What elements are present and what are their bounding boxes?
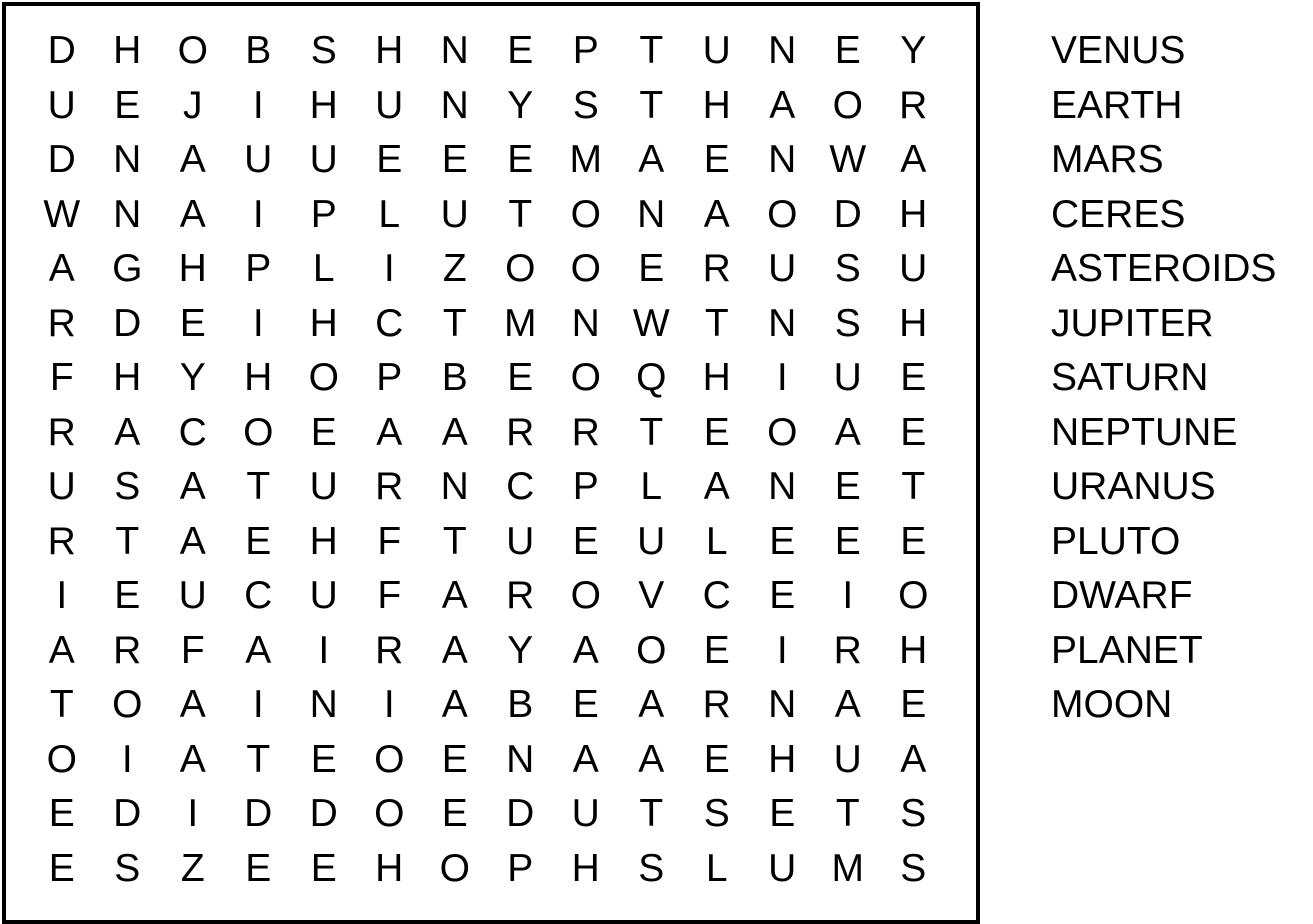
grid-cell[interactable]: T (639, 83, 664, 127)
grid-cell[interactable]: N (440, 465, 469, 508)
grid-cell[interactable]: S (572, 83, 599, 127)
grid-cell[interactable]: A (769, 83, 796, 127)
grid-cell[interactable]: C (178, 410, 207, 454)
grid-cell[interactable]: E (245, 846, 272, 890)
grid-cell[interactable]: J (183, 83, 203, 127)
grid-cell[interactable]: H (768, 737, 797, 781)
grid-cell[interactable]: H (113, 356, 142, 399)
grid-cell[interactable]: E (48, 792, 75, 835)
grid-cell[interactable]: H (702, 83, 731, 127)
letter-grid (29, 24, 946, 896)
grid-cell[interactable]: N (768, 683, 797, 726)
grid-cell[interactable]: U (833, 356, 862, 399)
grid-cell[interactable]: Y (507, 83, 534, 127)
grid-cell[interactable]: E (114, 574, 141, 617)
grid-cell[interactable]: I (121, 737, 133, 781)
grid-cell[interactable]: E (310, 846, 337, 890)
grid-cell[interactable]: C (702, 574, 731, 617)
grid-cell[interactable]: E (179, 301, 206, 345)
grid-cell[interactable]: T (835, 792, 860, 835)
grid-cell[interactable]: G (112, 247, 143, 290)
grid-cell[interactable]: U (47, 83, 76, 127)
grid-cell[interactable]: A (900, 138, 927, 181)
grid-cell[interactable]: E (376, 138, 403, 181)
grid-cell[interactable]: R (47, 410, 76, 454)
grid-cell[interactable]: A (638, 138, 665, 181)
grid-cell[interactable]: P (507, 846, 534, 890)
grid-cell[interactable]: Y (900, 29, 927, 72)
grid-cell[interactable]: C (244, 574, 273, 617)
grid-cell[interactable]: Z (180, 846, 205, 890)
grid-cell[interactable]: R (571, 410, 600, 454)
word-list-item: PLUTO (1051, 519, 1181, 563)
grid-cell[interactable]: U (440, 192, 469, 236)
grid-cell[interactable]: D (506, 792, 535, 835)
grid-cell[interactable]: R (702, 683, 731, 726)
word-list-item: DWARF (1051, 574, 1193, 617)
grid-cell[interactable]: R (375, 628, 404, 672)
grid-cell[interactable]: F (377, 519, 402, 563)
grid-cell[interactable]: H (309, 301, 338, 345)
grid-cell[interactable]: M (569, 138, 602, 181)
grid-cell[interactable]: H (244, 356, 273, 399)
grid-cell[interactable]: E (441, 792, 468, 835)
grid-cell[interactable]: A (703, 465, 730, 508)
grid-cell[interactable]: U (571, 792, 600, 835)
grid-cell[interactable]: H (375, 29, 404, 72)
grid-cell[interactable]: Y (179, 356, 206, 399)
grid-cell[interactable]: E (834, 519, 861, 563)
word-list (1051, 24, 1276, 733)
grid-cell[interactable]: S (900, 846, 927, 890)
grid-cell[interactable]: D (309, 792, 338, 835)
grid-cell[interactable]: B (507, 683, 534, 726)
grid-cell[interactable]: T (49, 683, 74, 726)
grid-cell[interactable]: U (768, 247, 797, 290)
grid-cell[interactable]: N (768, 301, 797, 345)
grid-cell[interactable]: E (310, 410, 337, 454)
grid-cell[interactable]: O (636, 628, 667, 672)
grid-cell[interactable]: T (704, 301, 729, 345)
grid-cell[interactable]: H (178, 247, 207, 290)
word-list-item: EARTH (1051, 83, 1183, 127)
grid-cell[interactable]: T (639, 792, 664, 835)
grid-cell[interactable]: I (252, 83, 264, 127)
grid-cell[interactable]: N (309, 683, 338, 726)
grid-cell[interactable]: E (769, 574, 796, 617)
grid-cell[interactable]: U (375, 83, 404, 127)
word-list-item: SATURN (1051, 356, 1209, 399)
grid-cell[interactable]: H (899, 192, 928, 236)
grid-cell[interactable]: L (312, 247, 335, 290)
grid-cell[interactable]: F (49, 356, 74, 399)
grid-cell[interactable]: I (776, 356, 788, 399)
grid-cell[interactable]: E (834, 465, 861, 508)
grid-cell[interactable]: H (899, 301, 928, 345)
grid-cell[interactable]: O (112, 683, 143, 726)
grid-cell[interactable]: R (833, 628, 862, 672)
grid-cell[interactable]: T (246, 465, 271, 508)
grid-cell[interactable]: E (114, 83, 141, 127)
grid-cell[interactable]: A (179, 683, 206, 726)
grid-cell[interactable]: E (900, 519, 927, 563)
grid-cell[interactable]: D (47, 138, 76, 181)
grid-cell[interactable]: W (829, 138, 867, 181)
grid-cell[interactable]: E (572, 519, 599, 563)
grid-cell[interactable]: A (179, 465, 206, 508)
word-list-item: CERES (1051, 192, 1186, 236)
grid-cell[interactable]: A (572, 628, 599, 672)
grid-cell[interactable]: H (899, 628, 928, 672)
grid-cell[interactable]: A (179, 737, 206, 781)
grid-cell[interactable]: D (113, 792, 142, 835)
grid-cell[interactable]: E (507, 356, 534, 399)
grid-cell[interactable]: C (506, 465, 535, 508)
grid-cell[interactable]: I (383, 247, 395, 290)
grid-cell[interactable]: U (178, 574, 207, 617)
grid-cell[interactable]: U (637, 519, 666, 563)
grid-cell[interactable]: N (637, 192, 666, 236)
grid-cell[interactable]: T (508, 192, 533, 236)
grid-cell[interactable]: E (441, 138, 468, 181)
grid-cell[interactable]: I (776, 628, 788, 672)
grid-cell[interactable]: W (632, 301, 670, 345)
grid-cell[interactable]: O (374, 792, 405, 835)
grid-cell[interactable]: A (179, 138, 206, 181)
grid-cell[interactable]: E (703, 138, 730, 181)
grid-cell[interactable]: U (899, 247, 928, 290)
grid-cell[interactable]: O (898, 574, 929, 617)
grid-cell[interactable]: N (768, 465, 797, 508)
grid-cell[interactable]: N (571, 301, 600, 345)
grid-cell[interactable]: S (638, 846, 665, 890)
grid-cell[interactable]: S (114, 465, 141, 508)
grid-cell[interactable]: A (114, 410, 141, 454)
grid-cell[interactable]: U (309, 138, 338, 181)
grid-cell[interactable]: E (900, 683, 927, 726)
grid-cell[interactable]: O (767, 192, 798, 236)
grid-cell[interactable]: O (570, 247, 601, 290)
grid-cell[interactable]: O (570, 574, 601, 617)
grid-cell[interactable]: O (570, 192, 601, 236)
grid-cell[interactable]: R (113, 628, 142, 672)
grid-cell[interactable]: A (179, 192, 206, 236)
grid-cell[interactable]: T (442, 519, 467, 563)
grid-cell[interactable]: U (309, 465, 338, 508)
grid-cell[interactable]: B (441, 356, 468, 399)
grid-cell[interactable]: E (769, 519, 796, 563)
word-list-item: VENUS (1051, 29, 1186, 72)
grid-cell[interactable]: T (639, 410, 664, 454)
grid-cell[interactable]: N (768, 138, 797, 181)
grid-cell[interactable]: A (441, 628, 468, 672)
grid-cell[interactable]: I (252, 683, 264, 726)
grid-cell[interactable]: A (376, 410, 403, 454)
grid-cell[interactable]: N (506, 737, 535, 781)
grid-cell[interactable]: N (440, 29, 469, 72)
grid-cell[interactable]: I (842, 574, 854, 617)
grid-cell[interactable]: L (705, 519, 728, 563)
grid-cell[interactable]: A (703, 192, 730, 236)
grid-cell[interactable]: O (243, 410, 274, 454)
grid-cell[interactable]: H (113, 29, 142, 72)
grid-cell[interactable]: A (834, 410, 861, 454)
grid-cell[interactable]: C (375, 301, 404, 345)
word-list-item: URANUS (1051, 465, 1216, 508)
grid-cell[interactable]: L (640, 465, 663, 508)
grid-cell[interactable]: U (506, 519, 535, 563)
grid-cell[interactable]: N (768, 29, 797, 72)
grid-cell[interactable]: E (245, 519, 272, 563)
grid-cell[interactable]: D (47, 29, 76, 72)
grid-cell[interactable]: A (638, 683, 665, 726)
grid-cell[interactable]: E (834, 29, 861, 72)
grid-cell[interactable]: N (113, 192, 142, 236)
grid-cell[interactable]: N (113, 138, 142, 181)
grid-cell[interactable]: I (318, 628, 330, 672)
grid-cell[interactable]: S (310, 29, 337, 72)
grid-cell[interactable]: O (767, 410, 798, 454)
grid-cell[interactable]: W (43, 192, 81, 236)
grid-cell[interactable]: U (47, 465, 76, 508)
grid-cell[interactable]: R (47, 519, 76, 563)
grid-cell[interactable]: A (441, 683, 468, 726)
grid-cell[interactable]: E (638, 247, 665, 290)
word-list-item: PLANET (1051, 628, 1203, 672)
grid-cell[interactable]: S (834, 247, 861, 290)
grid-cell[interactable]: E (703, 628, 730, 672)
grid-cell[interactable]: H (375, 846, 404, 890)
grid-cell[interactable]: H (571, 846, 600, 890)
grid-cell[interactable]: R (506, 410, 535, 454)
grid-cell[interactable]: D (113, 301, 142, 345)
grid-cell[interactable]: I (252, 301, 264, 345)
grid-cell[interactable]: F (180, 628, 205, 672)
grid-cell[interactable]: H (309, 519, 338, 563)
grid-cell[interactable]: R (506, 574, 535, 617)
grid-cell[interactable]: A (441, 410, 468, 454)
word-list-item: MOON (1051, 683, 1173, 726)
grid-cell[interactable]: R (375, 465, 404, 508)
grid-cell[interactable]: H (702, 356, 731, 399)
grid-cell[interactable]: M (831, 846, 864, 890)
grid-cell[interactable]: I (252, 192, 264, 236)
grid-cell[interactable]: T (246, 737, 271, 781)
grid-cell[interactable]: F (377, 574, 402, 617)
grid-cell[interactable]: E (507, 138, 534, 181)
grid-cell[interactable]: I (56, 574, 68, 617)
grid-cell[interactable]: O (374, 737, 405, 781)
grid-cell[interactable]: P (572, 465, 599, 508)
grid-cell[interactable]: T (639, 29, 664, 72)
grid-cell[interactable]: B (245, 29, 272, 72)
grid-cell[interactable]: D (244, 792, 273, 835)
grid-cell[interactable]: O (308, 356, 339, 399)
grid-cell[interactable]: O (46, 737, 77, 781)
grid-cell[interactable]: U (702, 29, 731, 72)
grid-cell[interactable]: P (245, 247, 272, 290)
grid-cell[interactable]: L (705, 846, 728, 890)
word-list-item: ASTEROIDS (1051, 247, 1277, 290)
grid-cell[interactable]: A (48, 247, 75, 290)
word-list-item: NEPTUNE (1051, 410, 1238, 454)
grid-cell[interactable]: E (703, 737, 730, 781)
grid-cell[interactable]: A (900, 737, 927, 781)
grid-cell[interactable]: S (114, 846, 141, 890)
grid-cell[interactable]: A (638, 737, 665, 781)
grid-cell[interactable]: Q (636, 356, 667, 399)
grid-cell[interactable]: R (899, 83, 928, 127)
grid-cell[interactable]: T (901, 465, 926, 508)
grid-cell[interactable]: L (378, 192, 401, 236)
grid-cell[interactable]: H (309, 83, 338, 127)
grid-cell[interactable]: E (769, 792, 796, 835)
grid-cell[interactable]: A (441, 574, 468, 617)
grid-cell[interactable]: E (48, 846, 75, 890)
grid-cell[interactable]: A (179, 519, 206, 563)
grid-cell[interactable]: E (507, 29, 534, 72)
grid-cell[interactable]: E (572, 683, 599, 726)
grid-cell[interactable]: U (833, 737, 862, 781)
grid-cell[interactable]: I (383, 683, 395, 726)
grid-cell[interactable]: A (572, 737, 599, 781)
grid-cell[interactable]: T (442, 301, 467, 345)
grid-cell[interactable]: P (376, 356, 403, 399)
grid-cell[interactable]: U (309, 574, 338, 617)
grid-cell[interactable]: O (177, 29, 208, 72)
grid-cell[interactable]: T (115, 519, 140, 563)
grid-cell[interactable]: E (900, 410, 927, 454)
grid-cell[interactable]: N (440, 83, 469, 127)
grid-cell[interactable]: P (572, 29, 599, 72)
grid-cell[interactable]: O (832, 83, 863, 127)
grid-cell[interactable]: I (187, 792, 199, 835)
word-list-item: JUPITER (1051, 301, 1214, 345)
grid-cell[interactable]: D (833, 192, 862, 236)
grid-cell[interactable]: R (47, 301, 76, 345)
grid-cell[interactable]: O (439, 846, 470, 890)
grid-cell[interactable]: M (504, 301, 537, 345)
grid-cell[interactable]: R (702, 247, 731, 290)
grid-cell[interactable]: U (244, 138, 273, 181)
grid-cell[interactable]: S (834, 301, 861, 345)
grid-cell[interactable]: A (245, 628, 272, 672)
word-list-item: MARS (1051, 138, 1164, 181)
grid-cell[interactable]: S (900, 792, 927, 835)
grid-cell[interactable]: E (703, 410, 730, 454)
grid-cell[interactable]: O (570, 356, 601, 399)
grid-cell[interactable]: E (441, 737, 468, 781)
grid-cell[interactable]: Y (507, 628, 534, 672)
grid-cell[interactable]: A (48, 628, 75, 672)
grid-cell[interactable]: O (505, 247, 536, 290)
grid-cell[interactable]: S (703, 792, 730, 835)
grid-cell[interactable]: A (834, 683, 861, 726)
grid-cell[interactable]: V (638, 574, 665, 617)
grid-cell[interactable]: P (310, 192, 337, 236)
grid-cell[interactable]: E (900, 356, 927, 399)
grid-cell[interactable]: U (768, 846, 797, 890)
grid-cell[interactable]: E (310, 737, 337, 781)
grid-cell[interactable]: Z (442, 247, 467, 290)
